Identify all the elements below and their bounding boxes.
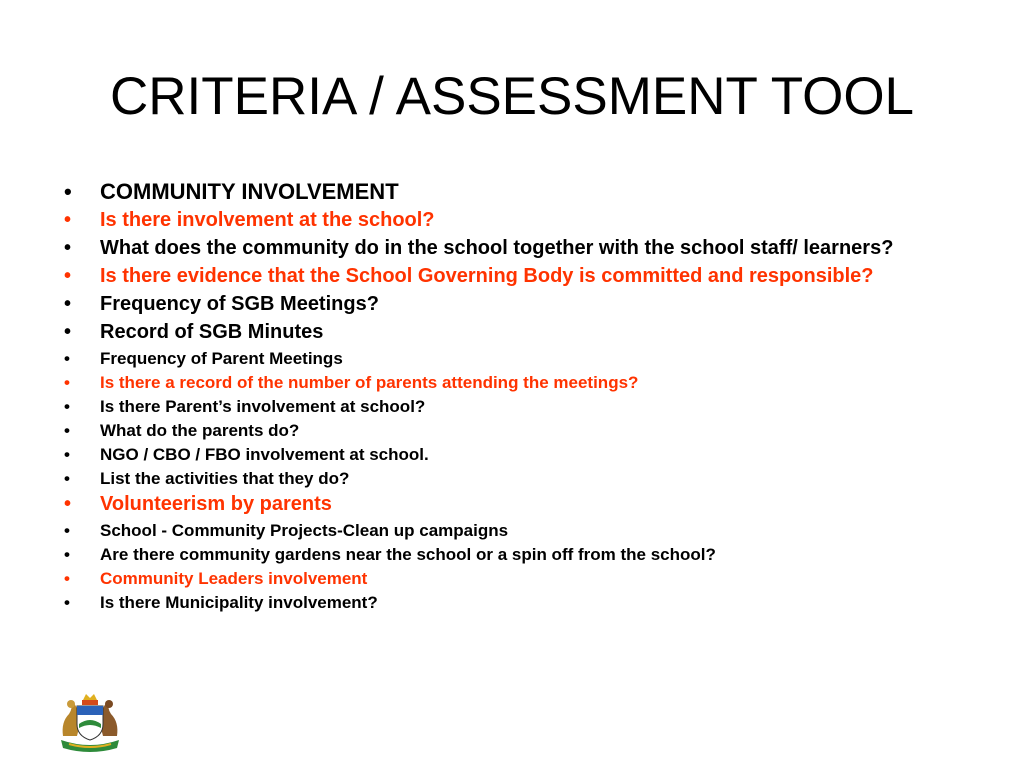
- bullet-dot: •: [64, 237, 72, 259]
- bullet-dot: •: [64, 593, 70, 612]
- bullet-dot: •: [64, 493, 72, 515]
- bullet-text: What do the parents do?: [100, 421, 300, 440]
- bullet-text: Is there Parent’s involvement at school?: [100, 397, 426, 416]
- bullet-item: [64, 421, 964, 441]
- bullet-dot: •: [64, 469, 70, 488]
- bullet-item: [64, 321, 964, 343]
- bullet-item: [64, 397, 964, 417]
- bullet-item: [64, 293, 964, 315]
- bullet-item: [64, 593, 964, 613]
- bullet-text: Is there evidence that the School Governing Body is committed and responsible?: [100, 265, 874, 287]
- bullet-text: Is there involvement at the school?: [100, 209, 435, 231]
- bullet-dot: •: [64, 321, 72, 343]
- bullet-item: [64, 493, 964, 515]
- bullet-item: [64, 209, 964, 231]
- bullet-text: Frequency of SGB Meetings?: [100, 293, 379, 315]
- bullet-dot: •: [64, 397, 70, 416]
- bullet-text: List the activities that they do?: [100, 469, 350, 488]
- bullet-item: [64, 373, 964, 393]
- bullet-item: [64, 349, 964, 369]
- bullet-dot: •: [64, 445, 70, 464]
- bullet-list: [64, 180, 964, 617]
- bullet-item: [64, 469, 964, 489]
- bullet-dot: •: [64, 179, 72, 204]
- bullet-text: Is there a record of the number of parents attending the meetings?: [100, 373, 639, 392]
- bullet-dot: •: [64, 349, 70, 368]
- bullet-item: [64, 545, 964, 565]
- bullet-dot: •: [64, 521, 70, 540]
- bullet-text: NGO / CBO / FBO involvement at school.: [100, 445, 429, 464]
- bullet-text: Frequency of Parent Meetings: [100, 349, 343, 368]
- bullet-dot: •: [64, 373, 70, 392]
- bullet-text: Are there community gardens near the school or a spin off from the school?: [100, 545, 716, 564]
- slide-title: CRITERIA / ASSESSMENT TOOL: [109, 67, 915, 126]
- bullet-text: Is there Municipality involvement?: [100, 593, 378, 612]
- bullet-dot: •: [64, 265, 72, 287]
- bullet-text: Community Leaders involvement: [100, 569, 368, 588]
- bullet-item: [64, 569, 964, 589]
- bullet-item: [64, 237, 964, 259]
- bullet-dot: •: [64, 293, 72, 315]
- bullet-dot: •: [64, 209, 72, 231]
- bullet-item: [64, 180, 964, 204]
- bullet-text: Volunteerism by parents: [100, 493, 332, 515]
- bullet-text: COMMUNITY INVOLVEMENT: [100, 179, 399, 204]
- bullet-dot: •: [64, 421, 70, 440]
- bullet-dot: •: [64, 569, 70, 588]
- bullet-item: [64, 521, 964, 541]
- bullet-item: [64, 445, 964, 465]
- bullet-item: [64, 265, 964, 287]
- bullet-text: What does the community do in the school together with the school staff/ learners?: [100, 237, 894, 259]
- bullet-text: Record of SGB Minutes: [100, 321, 324, 343]
- coat-of-arms-icon: [57, 688, 123, 754]
- bullet-text: School - Community Projects-Clean up campaigns: [100, 521, 509, 540]
- bullet-dot: •: [64, 545, 70, 564]
